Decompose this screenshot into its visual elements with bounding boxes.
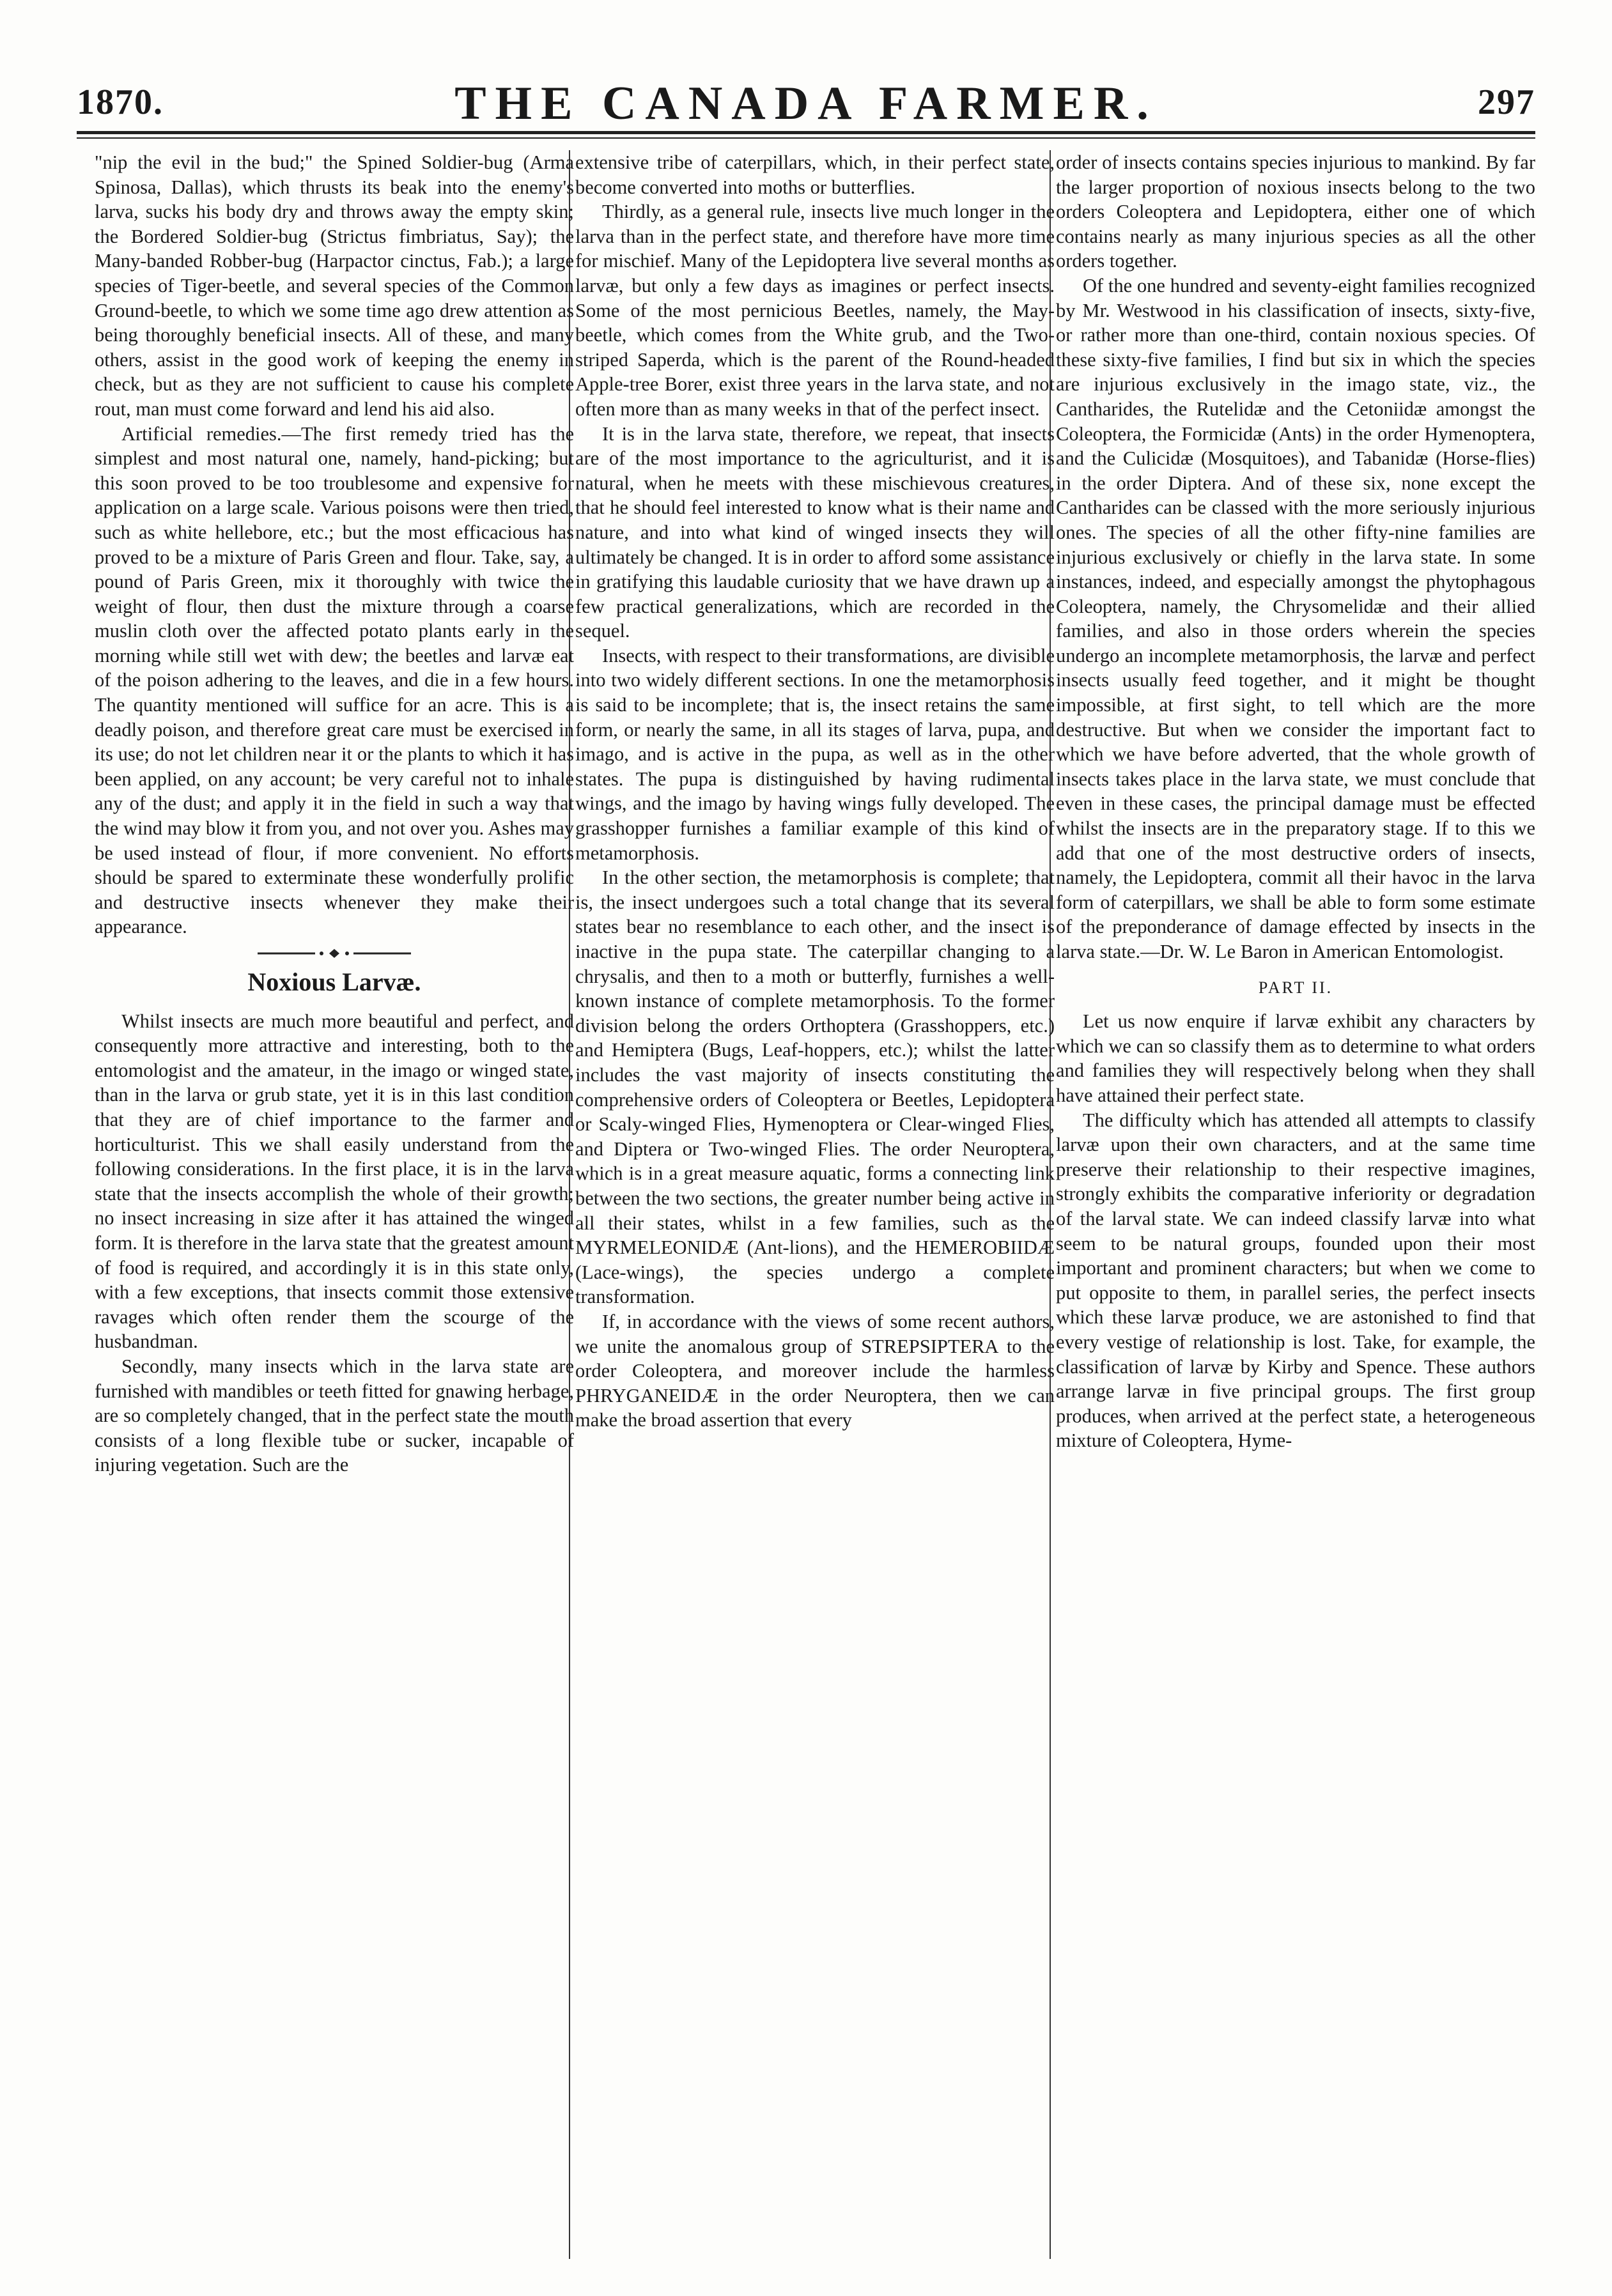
paragraph: If, in accordance with the views of some recent authors, we unite the anomalous group of STREPSIPTERA to the order Coleoptera, and moreover include the harmless PHRYGANEIDÆ in the order Neuroptera, then we can make the broad assertion that every (575, 1310, 1055, 1431)
ornament-divider (95, 948, 574, 959)
section-heading: PART II. (1258, 978, 1333, 997)
masthead-rule-thin (77, 137, 1535, 139)
paragraph: In the other section, the metamorphosis is complete; that is, the insect undergoes such a total change that its several states bear no resemblance to each other, and the insect is inactive in the pupa state. The caterpillar changing to a chrysalis, and then to a moth or butterfly, furnishes a well-known instance of complete metamorphosis. To the former division belong the orders Orthoptera (Grasshoppers, etc.) and Hemiptera (Bugs, Leaf-hoppers, etc.); whilst the latter includes the vast majority of insects constituting the comprehensive orders of Coleoptera or Beetles, Lepidoptera or Scaly-winged Flies, Hymenoptera or Clear-winged Flies, and Diptera or Two-winged Flies. The order Neuroptera, which is in a great measure aquatic, forms a connecting link between the two sections, the greater number being active in all their states, whilst in a few families, such as the MYRMELEONIDÆ (Ant-lions), and the HEMEROBIIDÆ (Lace-wings), the species undergo a complete transformation. (575, 867, 1055, 1308)
masthead-rule (77, 131, 1535, 134)
page-number: 297 (1478, 82, 1535, 122)
paragraph: Artificial remedies.—The first remedy tried has the simplest and most natural one, namely, hand-picking; but this soon proved to be too troublesome and expensive for application on a large scale. Various poisons were then tried, such as white hellebore, etc.; but the most efficacious has proved to be a mixture of Paris Green and flour. Take, say, a pound of Paris Green, mix it thoroughly with twice the weight of flour, then dust the mixture through a coarse muslin cloth over the affected potato plants early in the morning while still wet with dew; the beetles and larvæ eat of the poison adhering to the leaves, and die in a few hours. The quantity mentioned will suffice for an acre. This is a deadly poison, and therefore great care must be exercised in its use; do not let children near it or the plants to which it has been applied, on any account; be very careful not to inhale any of the dust; and apply it in the field in such a way that the wind may blow it from you, and not over you. Ashes may be used instead of flour, if more convenient. No efforts should be spared to exterminate these wonderfully prolific and destructive insects whenever they make their appearance. (95, 422, 574, 938)
paragraph: Whilst insects are much more beautiful and perfect, and consequently more attractive and interesting, both to the entomologist and the amateur, in the imago or winged state, than in the larva or grub state, yet it is in this last condition that they are of chief importance to the farmer and horticulturist. This we shall easily understand from the following considerations. In the first place, it is in the larva state that the insects accomplish the whole of their growth; no insect increasing in size after it has attained the winged form. It is therefore in the larva state that the greatest amount of food is required, and accordingly it is in this state only, with a few exceptions, that insects commit those extensive ravages which often render them the scourge of the husbandman. (95, 1010, 574, 1353)
paragraph: Insects, with respect to their transformations, are divisible into two widely different sections. In one the metamorphosis is said to be incomplete; that is, the insect retains the same form, or nearly the same, in all its stages of larva, pupa, and imago, and is active in the pupa, as well as in the other states. The pupa is distinguished by having rudimental wings, and the imago by having wings fully developed. The grasshopper furnishes a familiar example of this kind of metamorphosis. (575, 644, 1055, 864)
masthead-year: 1870. (77, 82, 164, 122)
paragraph: Of the one hundred and seventy-eight families recognized by Mr. Westwood in his classification of insects, sixty-five, or rather more than one-third, contain noxious species. Of these sixty-five families, I find but six in which the species are injurious exclusively in the imago state, viz., the Cantharides, the Rutelidæ and the Cetoniidæ amongst the Coleoptera, the Formicidæ (Ants) in the order Hymenoptera, and the Culicidæ (Mosquitoes), and Tabanidæ (Horse-flies) in the order Diptera. And of these six, none except the Cantharides can be classed with the more seriously injurious ones. The species of all the other fifty-nine families are injurious exclusively or chiefly in the larva state. In some instances, indeed, and especially amongst the phytophagous Coleoptera, namely, the Chrysomelidæ and their allied families, and also in those orders wherein the species undergo an incomplete metamorphosis, the larvæ and perfect insects usually feed together, and it might be thought impossible, at first sight, to tell which are the more destructive. But when we consider the important fact to which we have before adverted, that the whole growth of insects takes place in the larva state, we must conclude that even in these cases, the principal damage must be effected whilst the insects are in the preparatory stage. If to this we add that one of the most destructive orders of insects, namely, the Lepidoptera, commit all their havoc in the larva form of caterpillars, we shall be able to form some estimate of the preponderance of damage effected by insects in the larva state.—Dr. W. Le Baron in American Entomologist. (1056, 274, 1535, 962)
paragraph: The difficulty which has attended all attempts to classify larvæ upon their own characters, and at the same time preserve their relationship to their respective imagines, strongly exhibits the comparative inferiority or degradation of the larval state. We can indeed classify larvæ into what seem to be natural groups, founded upon their most important and prominent characters; but when we come to put opposite to them, in parallel series, the perfect insects which these larvæ produce, we are astonished to find that every vestige of relationship is lost. Take, for example, the classification of larvæ by Kirby and Spence. These authors arrange larvæ in five principal groups. The first group produces, when arrived at the perfect state, a heterogeneous mixture of Coleoptera, Hyme- (1056, 1109, 1535, 1452)
paragraph: "nip the evil in the bud;" the Spined Soldier-bug (Arma Spinosa, Dallas), which thrusts its beak into the enemy's larva, sucks his body dry and throws away the empty skin; the Bordered Soldier-bug (Strictus fimbriatus, Say); the Many-banded Robber-bug (Harpactor cinctus, Fab.); a large species of Tiger-beetle, and several species of the Common Ground-beetle, to which we some time ago drew attention as being thoroughly beneficial insects. All of these, and many others, assist in the good work of keeping the enemy in check, but as they are not sufficient to cause his complete rout, man must come forward and lend his aid also. (95, 151, 574, 420)
paragraph: Secondly, many insects which in the larva state are furnished with mandibles or teeth fitted for gnawing herbage, are so completely changed, that in the perfect state the mouth consists of a long flexible tube or sucker, incapable of injuring vegetation. Such are the (95, 1355, 574, 1476)
paragraph: Let us now enquire if larvæ exhibit any characters by which we can so classify them as to determine to what orders and families they will respectively belong when they shall have attained their perfect state. (1056, 1010, 1535, 1106)
masthead-title: THE CANADA FARMER. (454, 77, 1158, 130)
column-2 (575, 150, 1055, 2259)
paragraph: Thirdly, as a general rule, insects live much longer in the larva than in the perfect state, and therefore have more time for mischief. Many of the Lepidoptera live several months as larvæ, but only a few days as imagines or perfect insects. Some of the most pernicious Beetles, namely, the May-beetle, which comes from the White grub, and the Two-striped Saperda, which is the parent of the Round-headed Apple-tree Borer, exist three years in the larva state, and not often more than as many weeks in that of the perfect insect. (575, 201, 1055, 420)
column-1 (95, 150, 574, 2259)
paragraph: order of insects contains species injurious to mankind. By far the larger proportion of noxious insects belong to the two orders Coleoptera and Lepidoptera, either one of which contains nearly as many injurious species as all the other orders together. (1056, 151, 1535, 272)
article-heading: Noxious Larvæ. (247, 967, 421, 996)
paragraph: extensive tribe of caterpillars, which, in their perfect state, become converted into moths or butterflies. (575, 151, 1055, 198)
paragraph: It is in the larva state, therefore, we repeat, that insects are of the most importance to the agriculturist, and it is natural, when he meets with these mischievous creatures, that he should feel interested to know what is their name and nature, and into what kind of winged insects they will ultimately be changed. It is in order to afford some assistance in gratifying this laudable curiosity that we have drawn up a few practical generalizations, which are recorded in the sequel. (575, 422, 1055, 642)
masthead (77, 51, 1535, 134)
ornament-rule-icon (258, 948, 411, 959)
column-3 (1056, 150, 1535, 2259)
